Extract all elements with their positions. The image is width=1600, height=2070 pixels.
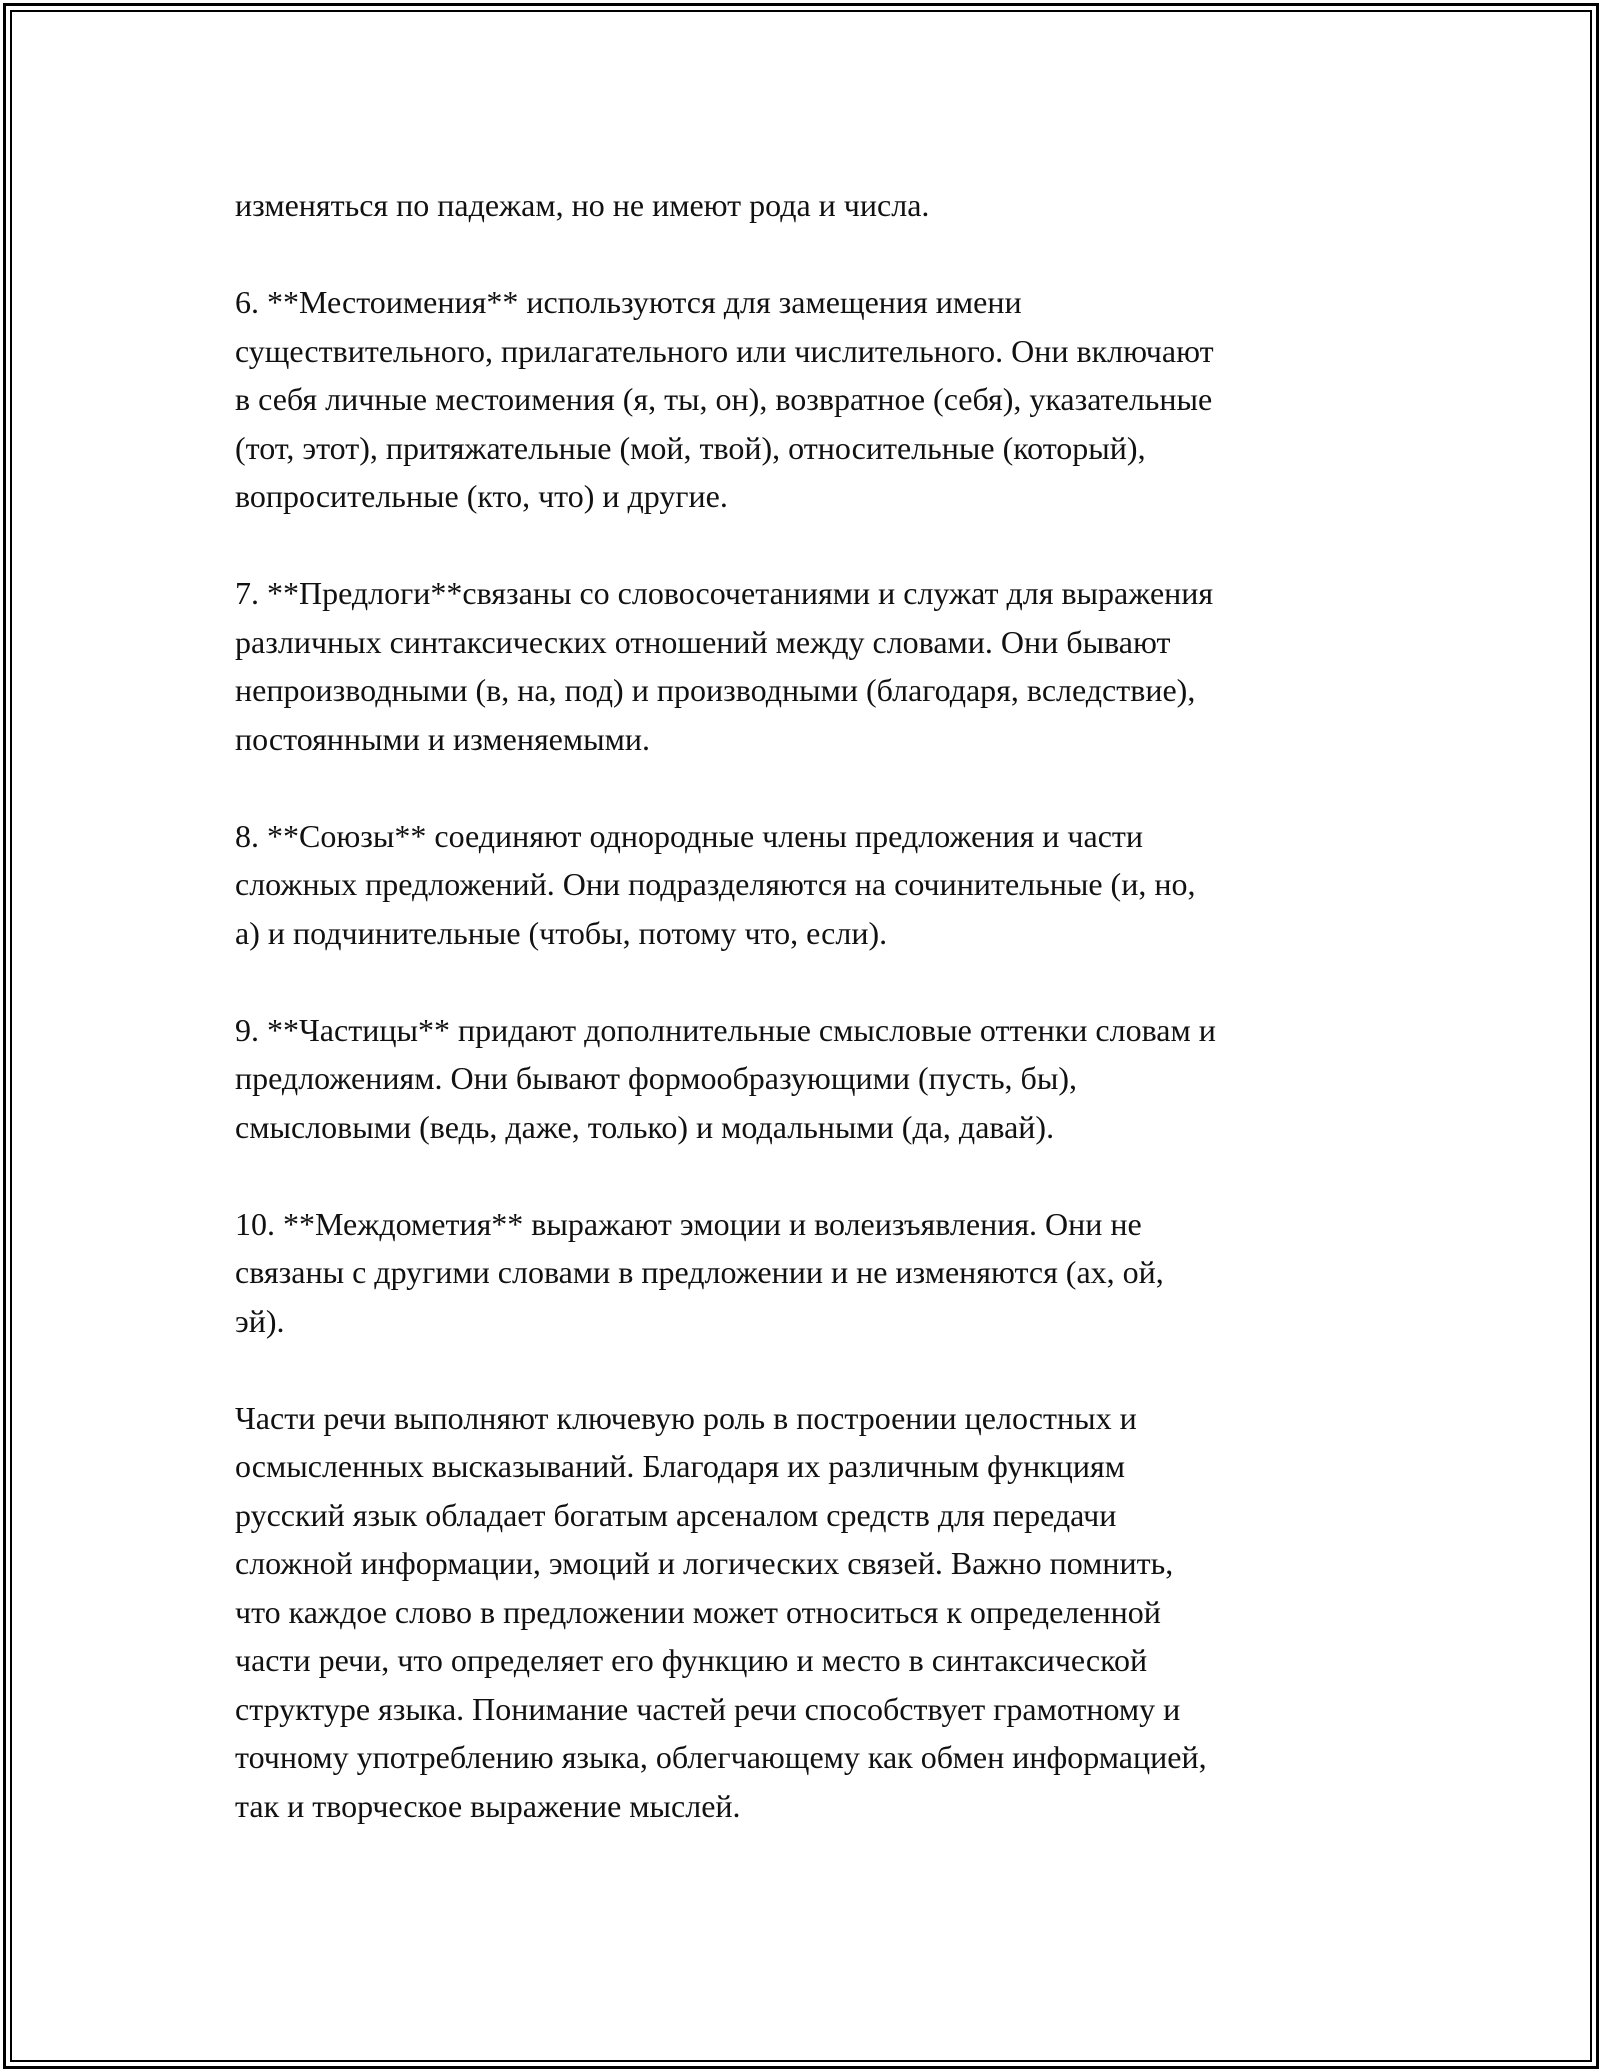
paragraph-conclusion: Части речи выполняют ключевую роль в построении целостных и осмысленных высказываний. Благодаря их различным функциям русский язык обладает богатым арсеналом средств для передачи сложной информации, эмоций и логических связей. Важно помнить, что каждое слово в предложении может относиться к определенной части речи, что определяет его функцию и место в синтаксической структуре языка. Понимание частей речи способствует грамотному и точному употреблению языка, облегчающему как обмен информацией, так и творческое выражение мыслей. bbox=[235, 1399, 1207, 1824]
document-body bbox=[235, 181, 1375, 1830]
paragraph-particles: 9. **Частицы** придают дополнительные смысловые оттенки словам и предложениям. Они бывают формообразующими (пусть, бы), смысловыми (ведь, даже, только) и модальными (да, давай). bbox=[235, 1011, 1216, 1145]
paragraph-pronouns: 6. **Местоимения** используются для замещения имени существительного, прилагательного или числительного. Они включают в себя личные местоимения (я, ты, он), возвратное (себя), указательные (тот, этот), притяжательные (мой, твой), относительные (который), вопросительные (кто, что) и другие. bbox=[235, 284, 1214, 514]
paragraph-continuation: изменяться по падежам, но не имеют рода и числа. bbox=[235, 187, 930, 223]
paragraph-conjunctions: 8. **Союзы** соединяют однородные члены предложения и части сложных предложений. Они подразделяются на сочинительные (и, но, а) и подчинительные (чтобы, потому что, если). bbox=[235, 817, 1196, 951]
paragraph-prepositions: 7. **Предлоги**связаны со словосочетаниями и служат для выражения различных синтаксических отношений между словами. Они бывают непроизводными (в, на, под) и производными (благодаря, вследствие), постоянными и изменяемыми. bbox=[235, 575, 1214, 757]
paragraph-interjections: 10. **Междометия** выражают эмоции и волеизъявления. Они не связаны с другими словами в предложении и не изменяются (ах, ой, эй). bbox=[235, 1205, 1164, 1339]
